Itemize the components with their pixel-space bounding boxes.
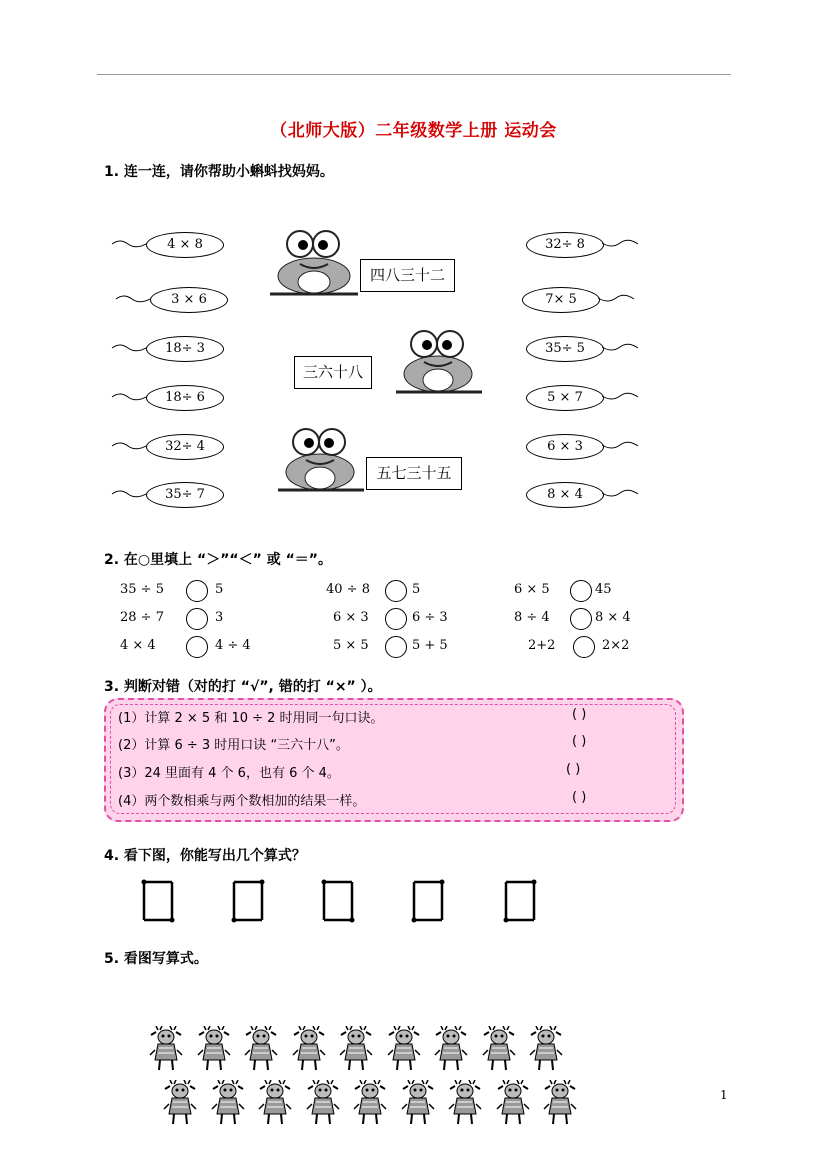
matchstick-square-icon (228, 878, 268, 924)
q2-right-expr: 6 ÷ 3 (412, 610, 448, 625)
q3-item-2: (2）计算 6 ÷ 3 时用口诀 “三六十八”。 (118, 738, 349, 753)
tadpole-tail-icon (600, 486, 640, 500)
answer-circle[interactable] (570, 580, 592, 602)
deer-icon (162, 1080, 198, 1130)
q2-right-expr: 3 (215, 610, 224, 625)
deer-icon (400, 1080, 436, 1130)
q3-answer-4[interactable]: ( ) (572, 790, 587, 805)
tadpole-left-5[interactable]: 32÷ 4 (146, 434, 224, 460)
frog-label-3[interactable]: 五七三十五 (366, 457, 462, 490)
q2-left-expr: 6 × 5 (514, 582, 550, 597)
matchstick-square-icon (318, 878, 358, 924)
header-rule (97, 74, 731, 75)
tadpole-tail-icon (600, 340, 640, 354)
answer-circle[interactable] (385, 580, 407, 602)
tadpole-tail-icon (596, 291, 636, 305)
q3-answer-1[interactable]: ( ) (572, 707, 587, 722)
q2-right-expr: 4 ÷ 4 (215, 638, 251, 653)
tadpole-right-1[interactable]: 32÷ 8 (526, 232, 604, 258)
q2-heading: 2. 在○里填上 “＞”“＜” 或 “＝”。 (104, 552, 332, 568)
q3-item-4: (4）两个数相乘与两个数相加的结果一样。 (118, 794, 366, 809)
tadpole-left-4[interactable]: 18÷ 6 (146, 385, 224, 411)
answer-circle[interactable] (570, 608, 592, 630)
q2-right-expr: 2×2 (602, 638, 630, 653)
tadpole-right-6[interactable]: 8 × 4 (526, 482, 604, 508)
matchstick-square-icon (500, 878, 540, 924)
q2-left-expr: 6 × 3 (333, 610, 369, 625)
tadpole-left-1[interactable]: 4 × 8 (146, 232, 224, 258)
deer-icon (243, 1026, 279, 1076)
frog-label-1[interactable]: 四八三十二 (360, 259, 455, 292)
matchstick-square-icon (408, 878, 448, 924)
deer-icon (352, 1080, 388, 1130)
q2-left-expr: 28 ÷ 7 (120, 610, 164, 625)
page-title: （北师大版）二年级数学上册 运动会 (270, 121, 557, 141)
q2-right-expr: 45 (595, 582, 612, 597)
q2-left-expr: 8 ÷ 4 (514, 610, 550, 625)
tadpole-tail-icon (600, 389, 640, 403)
deer-icon (210, 1080, 246, 1130)
tadpole-tail-icon (110, 438, 150, 452)
answer-circle[interactable] (186, 608, 208, 630)
tadpole-tail-icon (600, 438, 640, 452)
q3-answer-3[interactable]: ( ) (566, 762, 581, 777)
answer-circle[interactable] (186, 580, 208, 602)
deer-icon (305, 1080, 341, 1130)
deer-icon (481, 1026, 517, 1076)
q2-left-expr: 2+2 (528, 638, 556, 653)
tadpole-right-5[interactable]: 6 × 3 (526, 434, 604, 460)
q3-answer-2[interactable]: ( ) (572, 734, 587, 749)
q1-heading: 1. 连一连，请你帮助小蝌蚪找妈妈。 (104, 164, 334, 180)
q2-right-expr: 8 × 4 (595, 610, 631, 625)
tadpole-tail-icon (110, 486, 150, 500)
answer-circle[interactable] (385, 636, 407, 658)
matchstick-square-icon (138, 878, 178, 924)
page-number: 1 (720, 1088, 728, 1102)
q3-heading: 3. 判断对错（对的打 “√”, 错的打 “×” ）。 (104, 679, 382, 695)
deer-icon (386, 1026, 422, 1076)
answer-circle[interactable] (186, 636, 208, 658)
q2-right-expr: 5 + 5 (412, 638, 448, 653)
deer-icon (338, 1026, 374, 1076)
deer-icon (433, 1026, 469, 1076)
frog-icon (266, 226, 362, 298)
deer-icon (528, 1026, 564, 1076)
q2-left-expr: 40 ÷ 8 (326, 582, 370, 597)
tadpole-left-2[interactable]: 3 × 6 (150, 287, 228, 313)
q4-heading: 4. 看下图，你能写出几个算式？ (104, 848, 306, 864)
tadpole-tail-icon (110, 236, 150, 250)
deer-icon (447, 1080, 483, 1130)
tadpole-right-3[interactable]: 35÷ 5 (526, 336, 604, 362)
tadpole-right-2[interactable]: 7× 5 (522, 287, 600, 313)
deer-icon (196, 1026, 232, 1076)
deer-icon (495, 1080, 531, 1130)
q2-right-expr: 5 (215, 582, 224, 597)
tadpole-left-3[interactable]: 18÷ 3 (146, 336, 224, 362)
q3-item-3: (3）24 里面有 4 个 6，也有 6 个 4。 (118, 766, 340, 781)
answer-circle[interactable] (385, 608, 407, 630)
q3-item-1: (1）计算 2 × 5 和 10 ÷ 2 时用同一句口诀。 (118, 711, 384, 726)
tadpole-right-4[interactable]: 5 × 7 (526, 385, 604, 411)
tadpole-tail-icon (110, 340, 150, 354)
answer-circle[interactable] (573, 636, 595, 658)
tadpole-left-6[interactable]: 35÷ 7 (146, 482, 224, 508)
tadpole-tail-icon (114, 291, 154, 305)
tadpole-tail-icon (110, 389, 150, 403)
tadpole-tail-icon (600, 236, 640, 250)
frog-icon (274, 424, 366, 494)
frog-label-2[interactable]: 三六十八 (294, 356, 372, 389)
q2-left-expr: 4 × 4 (120, 638, 156, 653)
q2-left-expr: 5 × 5 (333, 638, 369, 653)
deer-icon (257, 1080, 293, 1130)
q5-heading: 5. 看图写算式。 (104, 951, 208, 967)
deer-icon (148, 1026, 184, 1076)
frog-icon (392, 326, 484, 396)
deer-icon (542, 1080, 578, 1130)
deer-icon (291, 1026, 327, 1076)
q2-right-expr: 5 (412, 582, 421, 597)
q2-left-expr: 35 ÷ 5 (120, 582, 164, 597)
